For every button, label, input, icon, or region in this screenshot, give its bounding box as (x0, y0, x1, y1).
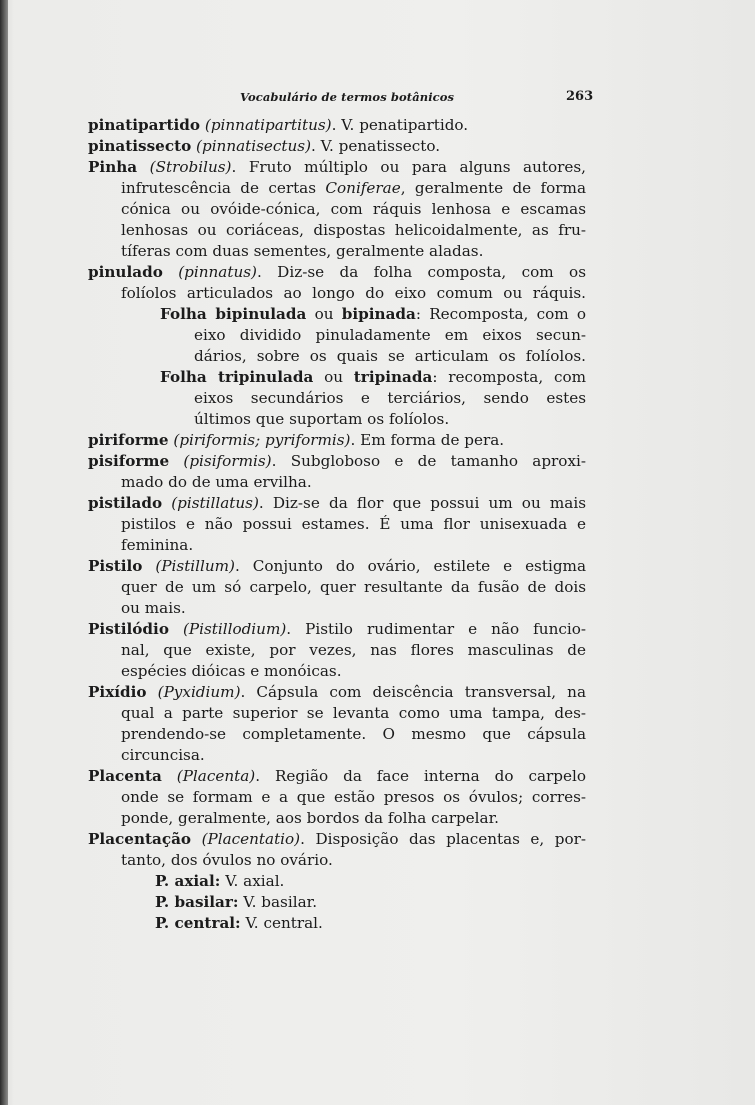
entry-line: piriforme (piriformis; pyriformis). Em forma de pera. (88, 431, 505, 449)
entry-line: Folha bipinulada ou bipinada: Recomposta, com o (160, 305, 586, 323)
entry-line: eixo dividido pinuladamente em eixos secun- (194, 326, 586, 344)
entry-line: folíolos articulados ao longo do eixo comum ou ráquis. (121, 284, 586, 302)
entry-line: quer de um só carpelo, quer resultante da fusão de dois (121, 578, 586, 596)
entry-line: circuncisa. (121, 746, 205, 764)
entry-line: espécies dióicas e monóicas. (121, 662, 342, 680)
entry-line: pinulado (pinnatus). Diz-se da folha composta, com os (88, 263, 586, 281)
entry-line: P. central: V. central. (155, 914, 323, 932)
entry-line: pisiforme (pisiformis). Subgloboso e de tamanho aproxi- (88, 452, 587, 470)
entry-line: pinatipartido (pinnatipartitus). V. penatipartido. (88, 116, 469, 134)
entry-line: Pistilódio (Pistillodium). Pistilo rudimentar e não funcio- (88, 620, 586, 638)
entry-line: dários, sobre os quais se articulam os folíolos. (194, 347, 586, 365)
entry-line: Pixídio (Pyxidium). Cápsula com deiscência transversal, na (88, 683, 587, 701)
entry-line: ou mais. (121, 599, 186, 617)
entry-line: cónica ou ovóide-cónica, com ráquis lenhosa e escamas (121, 200, 586, 218)
entry-line: Pinha (Strobilus). Fruto múltiplo ou para alguns autores, (88, 158, 587, 176)
entry-line: pistilos e não possui estames. É uma flor unisexuada e (121, 515, 586, 533)
entry-line: últimos que suportam os folíolos. (194, 410, 450, 428)
entry-line: ponde, geralmente, aos bordos da folha carpelar. (121, 809, 499, 827)
entry-line: qual a parte superior se levanta como uma tampa, des- (121, 704, 586, 722)
entry-line: feminina. (121, 536, 194, 554)
entry-line: infrutescência de certas Coniferae, geralmente de forma (121, 179, 586, 197)
entry-line: prendendo-se completamente. O mesmo que cápsula (121, 725, 586, 743)
entry-line: pistilado (pistillatus). Diz-se da flor que possui um ou mais (88, 494, 586, 512)
entry-line: onde se formam e a que estão presos os óvulos; corres- (121, 788, 586, 806)
entry-line: Folha tripinulada ou tripinada: recomposta, com (160, 368, 586, 386)
entry-line: lenhosas ou coriáceas, dispostas helicoidalmente, as fru- (121, 221, 586, 239)
running-header: Vocabulário de termos botânicos (240, 90, 455, 104)
entry-line: Placenta (Placenta). Região da face interna do carpelo (88, 767, 586, 785)
entry-line: eixos secundários e terciários, sendo estes (194, 389, 586, 407)
entry-line: Placentação (Placentatio). Disposição das placentas e, por- (88, 830, 587, 848)
entry-line: tanto, dos óvulos no ovário. (121, 851, 333, 869)
entry-line: P. axial: V. axial. (155, 872, 285, 890)
entry-line: P. basilar: V. basilar. (155, 893, 318, 911)
entry-line: Pistilo (Pistillum). Conjunto do ovário, estilete e estigma (88, 557, 586, 575)
entry-line: mado do de uma ervilha. (121, 473, 312, 491)
entry-line: pinatissecto (pinnatisectus). V. penatissecto. (88, 137, 441, 155)
entry-line: nal, que existe, por vezes, nas flores masculinas de (121, 641, 586, 659)
page-number: 263 (566, 89, 594, 104)
entry-line: tíferas com duas sementes, geralmente aladas. (121, 242, 484, 260)
